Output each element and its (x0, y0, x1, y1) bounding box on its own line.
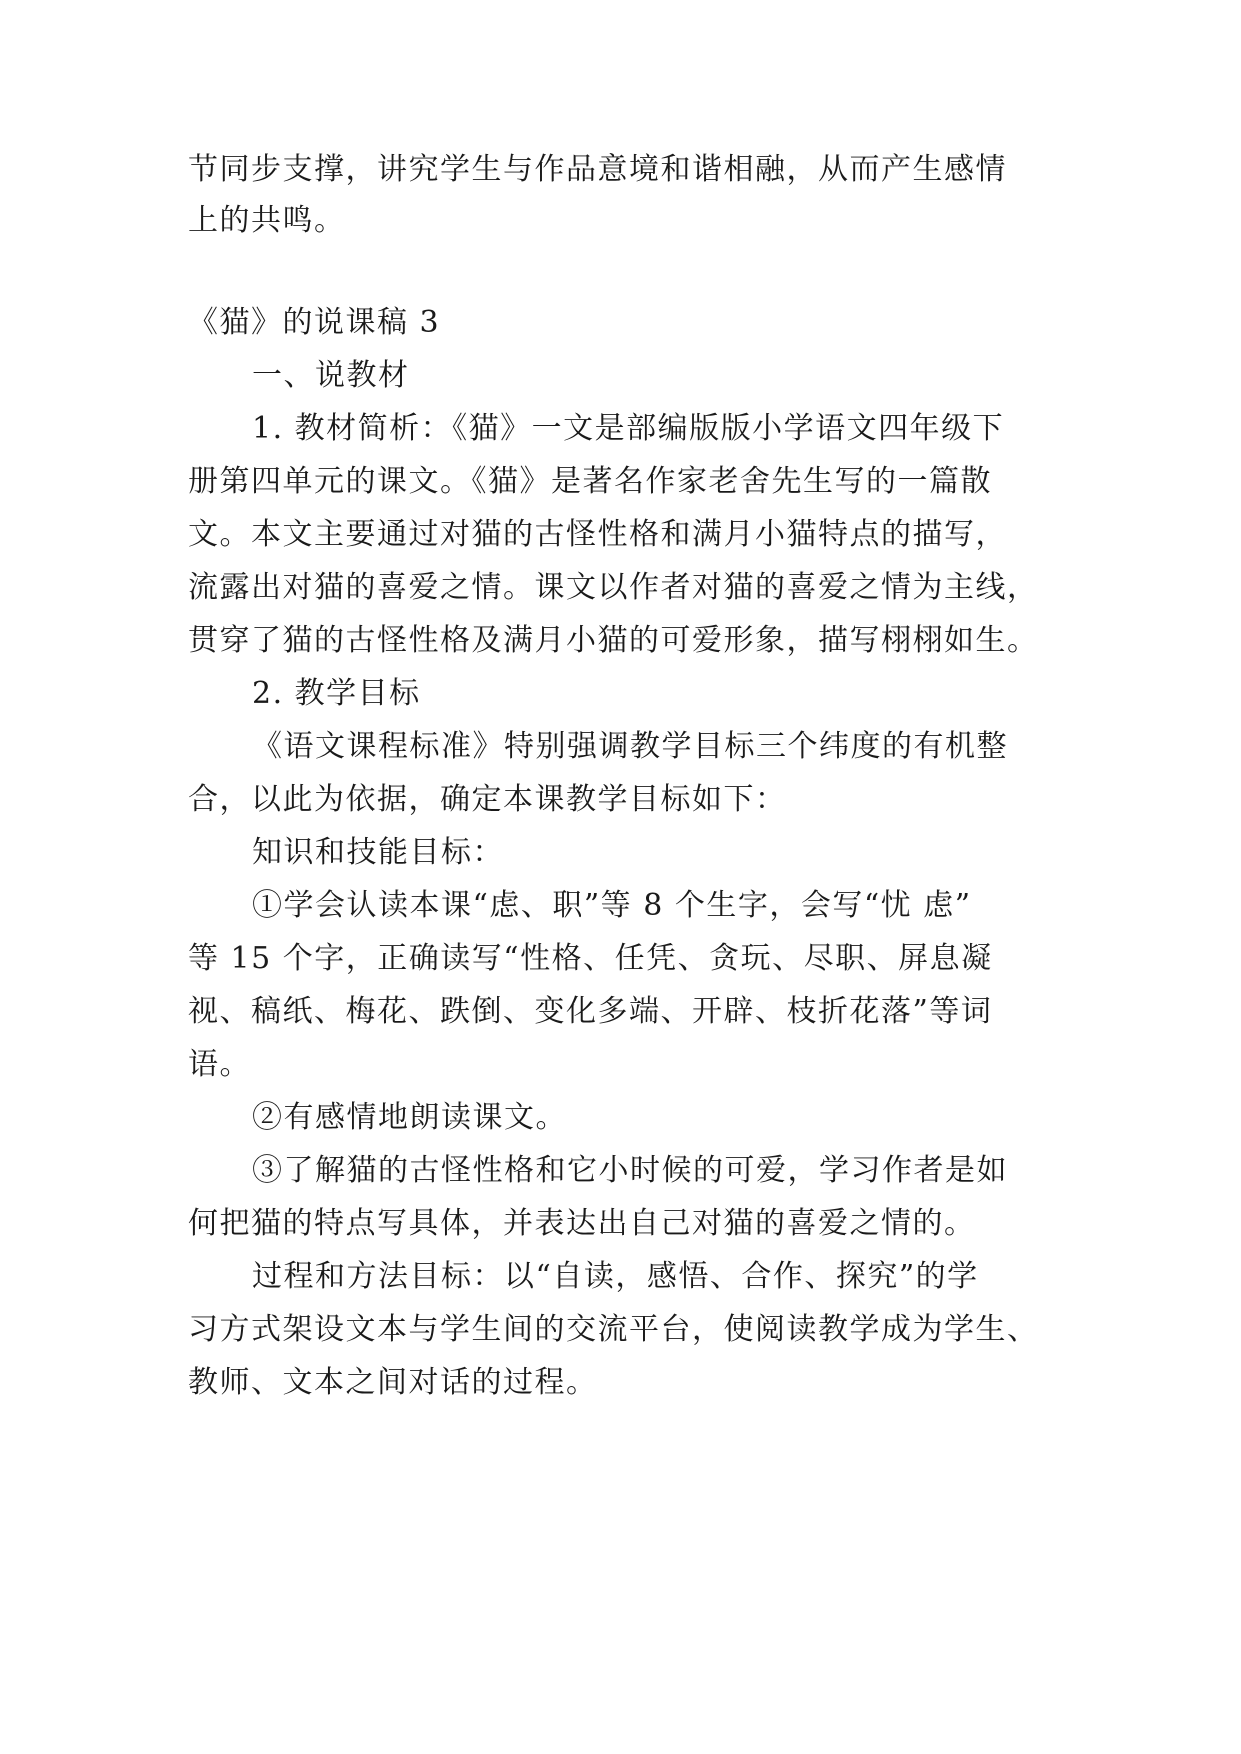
paragraph-line: 合，以此为依据，确定本课教学目标如下： (188, 782, 787, 817)
paragraph-line: 贯穿了猫的古怪性格及满月小猫的可爱形象，描写栩栩如生。 (188, 623, 1039, 658)
subsection-heading: 2. 教学目标 (252, 676, 421, 711)
paragraph-line: ③了解猫的古怪性格和它小时候的可爱，学习作者是如 (252, 1153, 1008, 1188)
paragraph-line: 何把猫的特点写具体，并表达出自己对猫的喜爱之情的。 (188, 1206, 976, 1241)
section-title: 《猫》的说课稿 3 (188, 305, 441, 340)
paragraph-line: 节同步支撑，讲究学生与作品意境和谐相融，从而产生感情 (188, 152, 1007, 187)
paragraph-line: 册第四单元的课文。《猫》是著名作家老舍先生写的一篇散 (188, 464, 992, 499)
paragraph-line: 上的共鸣。 (188, 203, 346, 238)
paragraph-line: 语。 (188, 1047, 251, 1082)
paragraph-line: 《语文课程标准》特别强调教学目标三个纬度的有机整 (252, 729, 1008, 764)
paragraph-line: 等 15 个字，正确读写“性格、任凭、贪玩、尽职、屏息凝 (188, 941, 993, 976)
paragraph-line: ①学会认读本课“虑、职”等 8 个生字，会写“忧 虑” (252, 888, 972, 923)
paragraph-line: ②有感情地朗读课文。 (252, 1100, 567, 1135)
paragraph-line: 过程和方法目标：以“自读，感悟、合作、探究”的学 (252, 1259, 979, 1294)
subsection-heading: 知识和技能目标： (252, 835, 504, 870)
paragraph-line: 文。本文主要通过对猫的古怪性格和满月小猫特点的描写， (188, 517, 1007, 552)
section-heading: 一、说教材 (252, 358, 410, 393)
paragraph-line: 习方式架设文本与学生间的交流平台，使阅读教学成为学生、 (188, 1312, 1039, 1347)
paragraph-line: 视、稿纸、梅花、跌倒、变化多端、开辟、枝折花落”等词 (188, 994, 993, 1029)
paragraph-line: 流露出对猫的喜爱之情。课文以作者对猫的喜爱之情为主线， (188, 570, 1039, 605)
paragraph-line: 教师、文本之间对话的过程。 (188, 1365, 598, 1400)
paragraph-line: 1. 教材简析：《猫》一文是部编版版小学语文四年级下 (252, 411, 1005, 446)
